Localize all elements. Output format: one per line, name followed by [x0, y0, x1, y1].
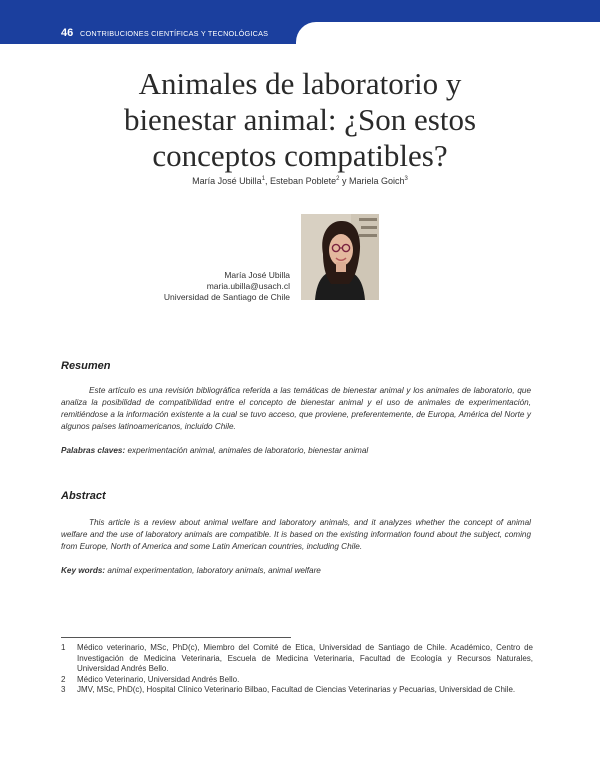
keywords-label: Palabras claves:	[61, 446, 126, 455]
footnote	[61, 643, 533, 675]
author-separator: y	[339, 176, 349, 186]
abstract-keywords	[61, 566, 531, 575]
keywords-list: experimentación animal, animales de laboratorio, bienestar animal	[127, 446, 369, 455]
resumen-heading: Resumen	[61, 360, 111, 372]
author-line	[150, 176, 450, 186]
title-line: Animales de laboratorio y	[138, 66, 462, 101]
footnote-number: 1	[61, 643, 66, 652]
section-name: CONTRIBUCIONES CIENTÍFICAS Y TECNOLÓGICAS	[80, 29, 269, 38]
abstract-heading: Abstract	[61, 490, 106, 502]
title-line: bienestar animal: ¿Son estos	[123, 102, 477, 137]
author-ref: 3	[404, 176, 408, 182]
footnote-text: Médico Veterinario, Universidad Andrés Bello.	[77, 674, 240, 684]
contact-name: María José Ubilla	[224, 270, 290, 280]
author-ref: 2	[336, 176, 340, 182]
header-notch	[296, 22, 600, 62]
footnote-number: 3	[61, 685, 66, 695]
footnote-text: Médico veterinario, MSc, PhD(c), Miembro del Comité de Etica, Universidad de Santiago de Chile. Académico, Centro de Investigación de Medicina Veterinaria, Escuela de Medicina Veterinaria, Facultad de Ecología y Recursos Naturales, Universidad Andrés Bello.	[77, 643, 533, 674]
abstract-text: This article is a review about animal welfare and laboratory animals, and it analyzes whether the concept of animal welfare and the use of laboratory animals are compatible. It is based on the existing information found about the subject, coming from Europe, North of America and some Latin American countries, including Chile.	[61, 518, 531, 551]
resumen-keywords	[61, 446, 531, 455]
author-ref: 1	[261, 176, 266, 182]
contact-block	[140, 270, 290, 303]
keywords-list: animal experimentation, laboratory animals, animal welfare	[107, 566, 321, 575]
title-line: conceptos compatibles?	[152, 138, 448, 173]
contact-affiliation: Universidad de Santiago de Chile	[163, 292, 290, 302]
page-number: 46	[61, 27, 74, 39]
footnotes	[61, 643, 533, 696]
author-name: Mariela Goich	[348, 176, 405, 186]
footnote-number: 2	[61, 674, 66, 684]
running-header	[61, 27, 268, 39]
footnote-rule	[61, 637, 291, 638]
author-photo-illustration	[301, 214, 379, 300]
author-name: María José Ubilla	[192, 176, 262, 186]
abstract-paragraph	[61, 517, 531, 553]
resumen-paragraph	[61, 385, 531, 433]
footnote	[61, 685, 533, 696]
footnote-text: JMV, MSc, PhD(c), Hospital Clínico Veterinario Bilbao, Facultad de Ciencias Veterinarias y Pecuarias, Universidad de Chile.	[77, 685, 516, 695]
keywords-label: Key words:	[61, 566, 106, 575]
author-photo	[301, 214, 379, 300]
footnote	[61, 675, 533, 686]
contact-email: maria.ubilla@usach.cl	[206, 281, 290, 291]
author-separator: ,	[265, 176, 271, 186]
article-title	[60, 66, 540, 174]
author-name: Esteban Poblete	[270, 176, 337, 186]
resumen-text: Este artículo es una revisión bibliográfica referida a las temáticas de bienestar animal y los animales de laboratorio, que analiza la posibilidad de compatibilidad entre el concepto de bienestar animal y el uso de animales de experimentación, remitiéndose a la información existente a la cual se tuvo acceso, que proviene, preferentemente, de Europa, América del Norte y algunos países latinoamericanos, incluido Chile.	[61, 386, 531, 431]
